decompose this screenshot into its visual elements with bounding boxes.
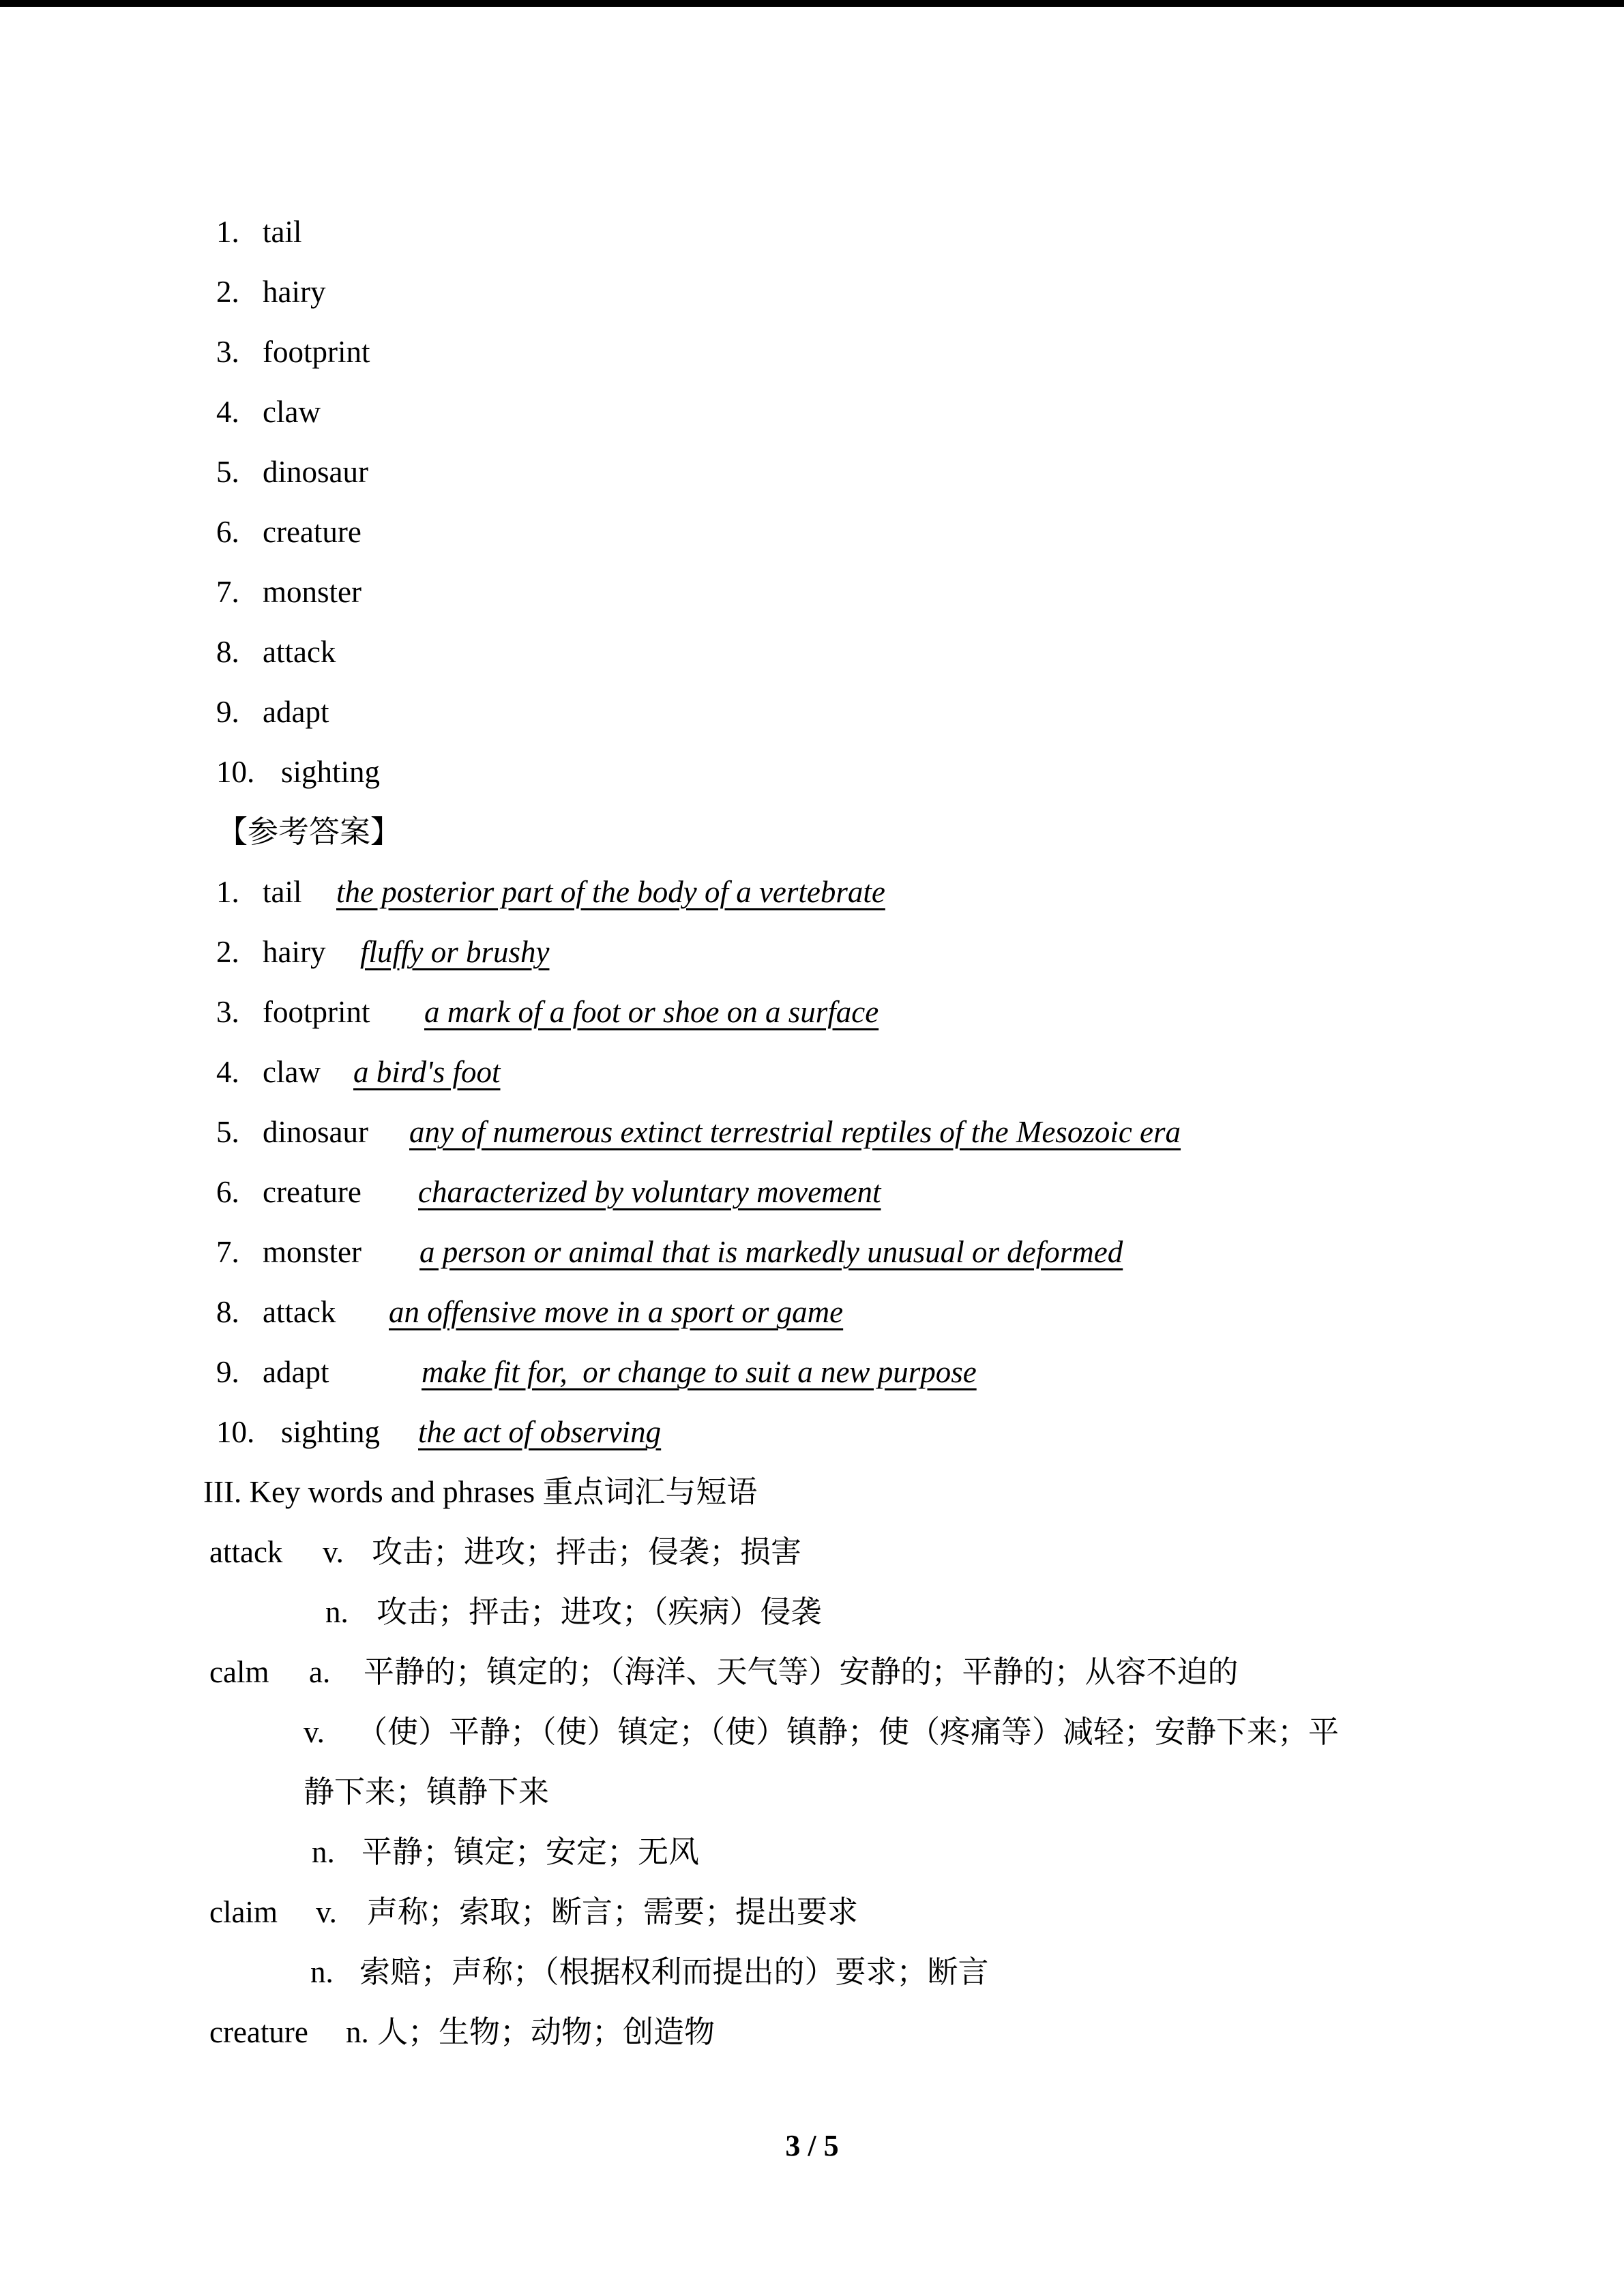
answer-item <box>0 1162 1624 1222</box>
answer-item <box>0 1042 1624 1102</box>
dict-entry-row <box>0 1582 1624 1642</box>
entry-pos: v. <box>304 1715 325 1749</box>
dict-entry-row <box>0 2002 1624 2062</box>
reference-answers-label: 【参考答案】 <box>217 815 402 849</box>
section-heading-key-words <box>0 1462 1624 1522</box>
dict-entry-row <box>0 1882 1624 1942</box>
answer-definition: a person or animal that is markedly unusual or deformed <box>419 1235 1123 1269</box>
answer-item <box>0 1102 1624 1162</box>
item-number: 8. <box>216 635 239 669</box>
entry-word: claim <box>209 1895 278 1929</box>
entry-pos: v. <box>323 1535 344 1569</box>
entry-word: calm <box>209 1655 269 1689</box>
item-number: 1. <box>216 215 239 249</box>
item-word: attack <box>263 635 336 669</box>
answer-definition: any of numerous extinct terrestrial reptiles of the Mesozoic era <box>409 1115 1181 1149</box>
item-word: creature <box>263 1175 361 1209</box>
entry-definition: 人；生物；动物；创造物 <box>377 2015 715 2049</box>
answer-definition: fluffy or brushy <box>360 935 550 969</box>
item-word: creature <box>263 515 361 549</box>
dict-entry-continuation <box>0 1762 1624 1822</box>
page-number: 3 / 5 <box>785 2129 839 2162</box>
answer-definition: a bird's foot <box>353 1055 501 1089</box>
entry-pos: n. <box>310 1955 334 1989</box>
dict-entry-row <box>0 1642 1624 1702</box>
word-list-item <box>0 382 1624 442</box>
item-word: claw <box>263 395 321 429</box>
word-list-item <box>0 562 1624 622</box>
item-number: 6. <box>216 1175 239 1209</box>
item-number: 1. <box>216 875 239 909</box>
answer-item <box>0 982 1624 1042</box>
item-word: claw <box>263 1055 321 1089</box>
answer-item <box>0 862 1624 922</box>
entry-word: attack <box>209 1535 283 1569</box>
entry-definition: 声称；索取；断言；需要；提出要求 <box>367 1895 859 1929</box>
word-list-item <box>0 682 1624 742</box>
answer-item <box>0 1282 1624 1342</box>
entry-definition: （使）平静；（使）镇定；（使）镇静；使（疼痛等）减轻；安静下来；平 <box>357 1715 1340 1749</box>
item-word: sighting <box>281 755 381 789</box>
item-number: 9. <box>216 1355 239 1389</box>
entry-word: creature <box>209 2015 308 2049</box>
entry-definition: 攻击；抨击；进攻；（疾病）侵袭 <box>377 1595 822 1629</box>
answer-item <box>0 1222 1624 1282</box>
answer-item <box>0 1342 1624 1402</box>
word-list-item <box>0 442 1624 502</box>
item-word: footprint <box>263 335 370 369</box>
item-number: 3. <box>216 995 239 1029</box>
item-word: footprint <box>263 995 370 1029</box>
word-list-item <box>0 742 1624 802</box>
item-number: 4. <box>216 1055 239 1089</box>
item-number: 8. <box>216 1295 239 1329</box>
answer-definition: characterized by voluntary movement <box>418 1175 881 1209</box>
dict-entry-row <box>0 1702 1624 1762</box>
item-word: hairy <box>263 935 326 969</box>
item-word: sighting <box>281 1415 381 1449</box>
item-number: 3. <box>216 335 239 369</box>
word-list-item <box>0 322 1624 382</box>
item-word: tail <box>263 215 302 249</box>
page-top-border <box>0 0 1624 7</box>
entry-pos: a. <box>309 1655 331 1689</box>
entry-pos: v. <box>316 1895 337 1929</box>
item-word: monster <box>263 1235 361 1269</box>
dict-entry-row <box>0 1522 1624 1582</box>
item-number: 2. <box>216 275 239 309</box>
item-number: 5. <box>216 455 239 489</box>
item-number: 10. <box>216 755 255 789</box>
item-number: 7. <box>216 575 239 609</box>
dict-entry-row <box>0 1822 1624 1882</box>
answer-definition: make fit for, or change to suit a new purpose <box>422 1355 977 1389</box>
entry-pos: n. <box>312 1835 335 1869</box>
section-heading-text: III. Key words and phrases 重点词汇与短语 <box>203 1475 758 1509</box>
answer-definition: an offensive move in a sport or game <box>389 1295 844 1329</box>
item-word: monster <box>263 575 361 609</box>
reference-answers-header <box>0 802 1624 862</box>
word-list-item <box>0 622 1624 682</box>
item-word: tail <box>263 875 302 909</box>
answer-definition: the act of observing <box>418 1415 662 1449</box>
answer-item <box>0 1402 1624 1462</box>
answer-definition: the posterior part of the body of a vertebrate <box>336 875 885 909</box>
entry-pos: n. <box>346 2015 369 2049</box>
item-word: dinosaur <box>263 455 368 489</box>
entry-definition: 静下来；镇静下来 <box>304 1775 550 1809</box>
entry-definition: 索赔；声称；（根据权利而提出的）要求；断言 <box>359 1955 989 1989</box>
entry-pos: n. <box>325 1595 349 1629</box>
word-list-item <box>0 202 1624 262</box>
answer-item <box>0 922 1624 982</box>
item-word: adapt <box>263 1355 329 1389</box>
item-number: 5. <box>216 1115 239 1149</box>
item-number: 6. <box>216 515 239 549</box>
entry-definition: 平静的；镇定的；（海洋、天气等）安静的；平静的；从容不迫的 <box>364 1655 1239 1689</box>
dict-entry-row <box>0 1942 1624 2002</box>
answer-definition: a mark of a foot or shoe on a surface <box>424 995 879 1029</box>
entry-definition: 平静；镇定；安定；无风 <box>361 1835 700 1869</box>
item-word: dinosaur <box>263 1115 368 1149</box>
item-number: 10. <box>216 1415 255 1449</box>
item-number: 2. <box>216 935 239 969</box>
item-number: 4. <box>216 395 239 429</box>
entry-definition: 攻击；进攻；抨击；侵袭；损害 <box>372 1535 802 1569</box>
item-word: hairy <box>263 275 326 309</box>
item-number: 7. <box>216 1235 239 1269</box>
document-body <box>0 202 1624 2062</box>
word-list-item <box>0 262 1624 322</box>
item-number: 9. <box>216 695 239 729</box>
item-word: attack <box>263 1295 336 1329</box>
item-word: adapt <box>263 695 329 729</box>
word-list-item <box>0 502 1624 562</box>
